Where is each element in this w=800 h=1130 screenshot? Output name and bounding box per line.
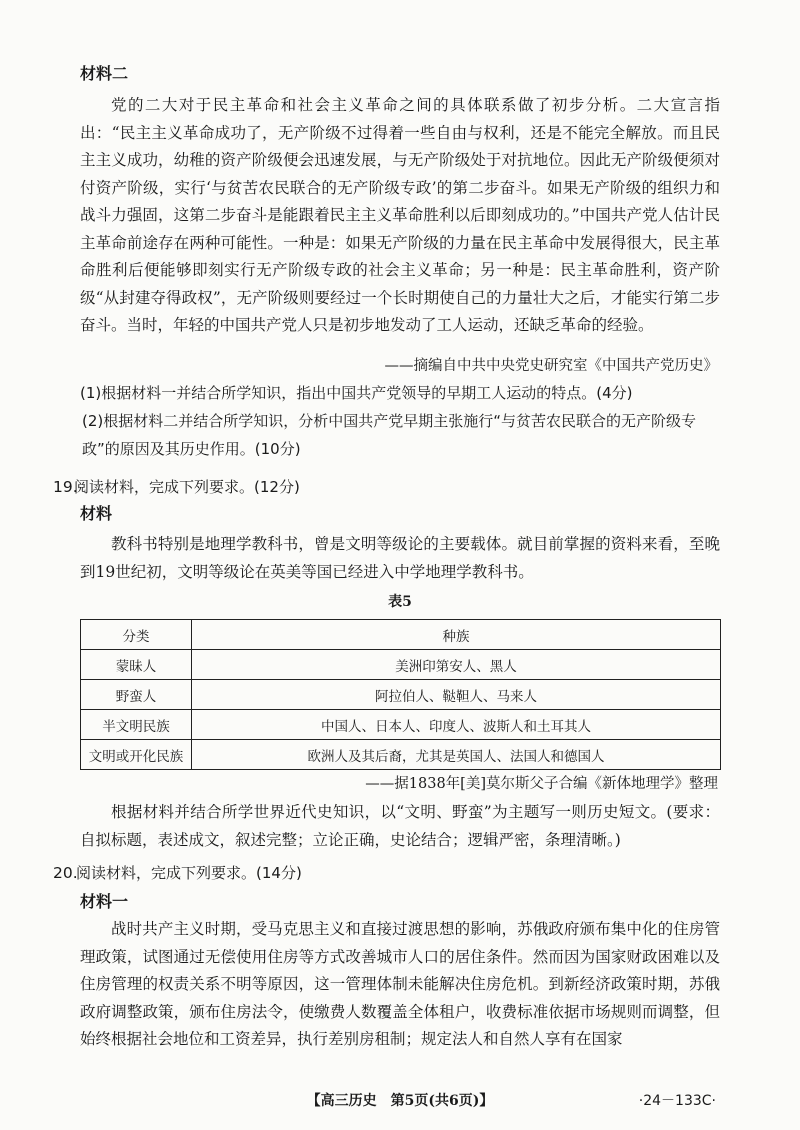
material-2-source: ——摘编自中共中央党史研究室《中国共产党历史》	[384, 358, 718, 374]
table-header-race: 种族	[192, 620, 721, 650]
exam-code: ·24－133C·	[638, 1093, 716, 1109]
q20-number: 20.	[53, 864, 78, 882]
table-cell-category: 蒙昧人	[81, 650, 192, 680]
material-2-heading: 材料二	[80, 64, 129, 83]
material-2-body: 党的二大对于民主革命和社会主义革命之间的具体联系做了初步分析。二大宣言指出：“民主主义革命成功了，无产阶级不过得着一些自由与权利，还是不能完全解放。而且民主主义成功，幼稚的资产阶级便会迅速发展，与无产阶级处于对抗地位。因此无产阶级便须对付资产阶级，实行‘与贫苦农民联合的无产阶级专政’的第二步奋斗。如果无产阶级的组织力和战斗力强固，这第二步奋斗是能跟着民主主义革命胜利以后即刻成功的。”中国共产党人估计民主革命前途存在两种可能性。一种是：如果无产阶级的力量在民主革命中发展得很大，民主革命胜利后便能够即刻实行无产阶级专政的社会主义革命；另一种是：民主革命胜利，资产阶级“从封建夺得政权”，无产阶级则要经过一个长时期使自己的力量壮大之后，才能实行第二步奋斗。当时，年轻的中国共产党人只是初步地发动了工人运动，还缺乏革命的经验。	[80, 96, 720, 334]
q20-material-1-heading: 材料一	[80, 892, 129, 911]
table-row	[81, 740, 721, 770]
table-header-row	[81, 620, 721, 650]
q18-sub2: (2)根据材料二并结合所学知识，分析中国共产党早期主张施行“与贫苦农民联合的无产阶级专政”的原因及其历史作用。(10分)	[82, 412, 697, 458]
q19-number: 19.	[53, 478, 78, 496]
q19-table-source: ——据1838年[美]莫尔斯父子合编《新体地理学》整理	[365, 776, 718, 792]
q18-sub1: (1)根据材料一并结合所学知识，指出中国共产党领导的早期工人运动的特点。(4分)	[80, 384, 633, 402]
q20-material-1-body: 战时共产主义时期，受马克思主义和直接过渡思想的影响，苏俄政府颁布集中化的住房管理政策，试图通过无偿使用住房等方式改善城市人口的居住条件。然而因为国家财政困难以及住房管理的权责关系不明等原因，这一管理体制未能解决住房危机。到新经济政策时期，苏俄政府调整政策，颁布住房法令，使缴费人数覆盖全体租户，收费标准依据市场规则而调整，但始终根据社会地位和工资差异，执行差别房租制；规定法人和自然人享有在国家	[80, 920, 720, 1048]
q19-task: 根据材料并结合所学世界近代史知识，以“文明、野蛮”为主题写一则历史短文。(要求：自拟标题，表述成文，叙述完整；立论正确，史论结合；逻辑严密，条理清晰。)	[80, 803, 720, 849]
page-footer: 【高三历史 第5页(共6页)】	[306, 1093, 494, 1109]
table-cell-race: 欧洲人及其后裔，尤其是英国人、法国人和德国人	[192, 740, 721, 770]
table-row	[81, 710, 721, 740]
table-cell-category: 野蛮人	[81, 680, 192, 710]
q20-prompt: 阅读材料，完成下列要求。(14分)	[76, 864, 302, 882]
table-caption: 表5	[388, 594, 412, 610]
table-cell-category: 半文明民族	[81, 710, 192, 740]
q19-material-heading: 材料	[80, 504, 113, 523]
table-cell-race: 美洲印第安人、黑人	[192, 650, 721, 680]
q19-material-body: 教科书特别是地理学教科书，曾是文明等级论的主要载体。就目前掌握的资料来看，至晚到19世纪初，文明等级论在英美等国已经进入中学地理学教科书。	[80, 535, 720, 581]
table-cell-race: 中国人、日本人、印度人、波斯人和土耳其人	[192, 710, 721, 740]
race-classification-table	[80, 619, 721, 770]
table-cell-race: 阿拉伯人、鞑靼人、马来人	[192, 680, 721, 710]
table-row	[81, 680, 721, 710]
q19-prompt: 阅读材料，完成下列要求。(12分)	[74, 478, 300, 496]
table-header-category: 分类	[81, 620, 192, 650]
table-row	[81, 650, 721, 680]
table-cell-category: 文明或开化民族	[81, 740, 192, 770]
